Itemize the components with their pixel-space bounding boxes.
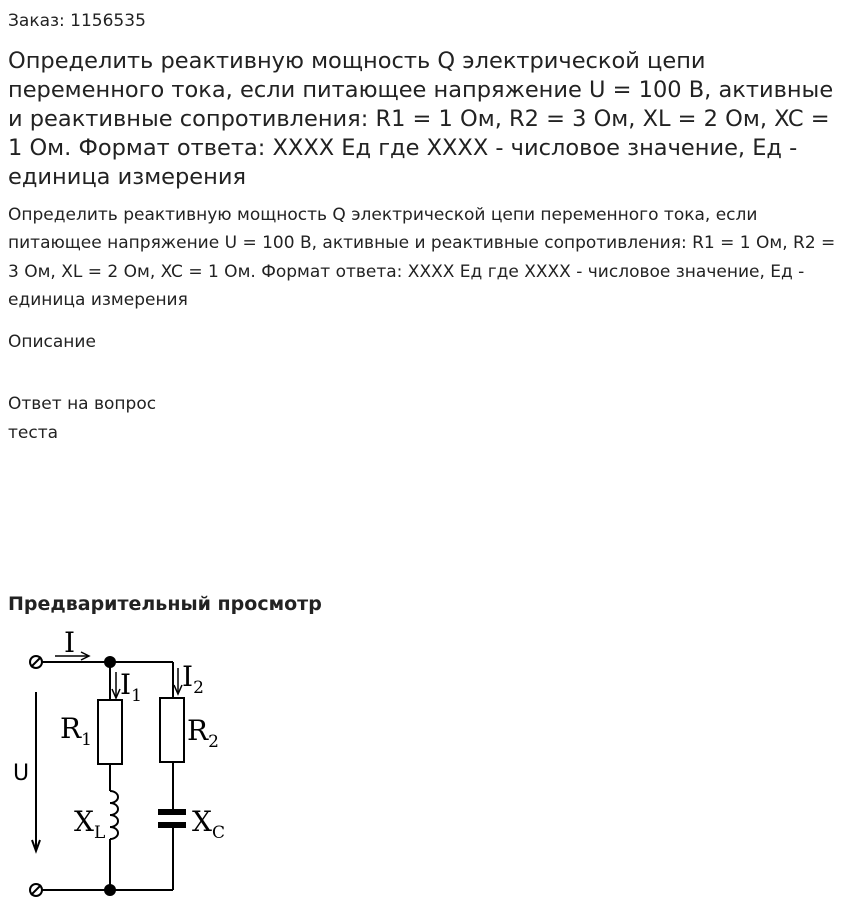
resistor-r2-label: R [187, 714, 209, 747]
preview-heading: Предварительный просмотр [8, 593, 322, 615]
resistor-r2 [160, 698, 184, 762]
capacitor-subscript: C [211, 823, 225, 843]
svg-text:I2 [182, 660, 204, 698]
inductor-subscript: L [93, 823, 106, 843]
capacitor-label: X [192, 805, 212, 838]
question-text: Определить реактивную мощность Q электрической цепи переменного тока, если питающее напряжение U = 100 В, активные и реактивные сопротивления: R1 = 1 Ом, R2 = 3 Ом, XL = 2 Ом, XC = 1 Ом. Формат ответа: XXXX Ед где XXXX - числовое значение, Ед - единица измерения [8, 205, 836, 310]
circuit-diagram [0, 620, 260, 906]
junction-bottom [104, 884, 116, 896]
order-number: Заказ: 1156535 [8, 11, 146, 31]
description-label: Описание [8, 332, 96, 352]
inductor-xl [110, 791, 118, 839]
resistor-r1-label: R [60, 712, 82, 745]
svg-text:R2 [187, 714, 219, 752]
resistor-r1-subscript: 1 [81, 730, 92, 750]
junction-top [104, 656, 116, 668]
svg-text:XL [74, 805, 105, 843]
answer-note: Ответ на вопрос теста [8, 394, 157, 443]
resistor-r2-subscript: 2 [208, 732, 219, 752]
current-1-label: I [120, 668, 132, 701]
svg-text:I1 [120, 668, 142, 706]
current-2-subscript: 2 [193, 678, 204, 698]
voltage-label: U [13, 761, 30, 786]
page-title: Определить реактивную мощность Q электрической цепи переменного тока, если питающее напряжение U = 100 В, активные и реактивные сопротивления: R1 = 1 Ом, R2 = 3 Ом, XL = 2 Ом, XC = 1 Ом. Формат ответа: XXXX Ед где XXXX - числовое значение, Ед - единица измерения [8, 48, 834, 190]
svg-text:XC [192, 805, 225, 843]
svg-text:R1 [60, 712, 92, 750]
current-1-subscript: 1 [131, 686, 142, 706]
capacitor-xc [158, 809, 186, 815]
current-total-label: I [64, 626, 76, 659]
svg-text:I [64, 626, 75, 659]
resistor-r1 [98, 700, 122, 764]
current-2-label: I [182, 660, 194, 693]
inductor-label: X [74, 805, 94, 838]
